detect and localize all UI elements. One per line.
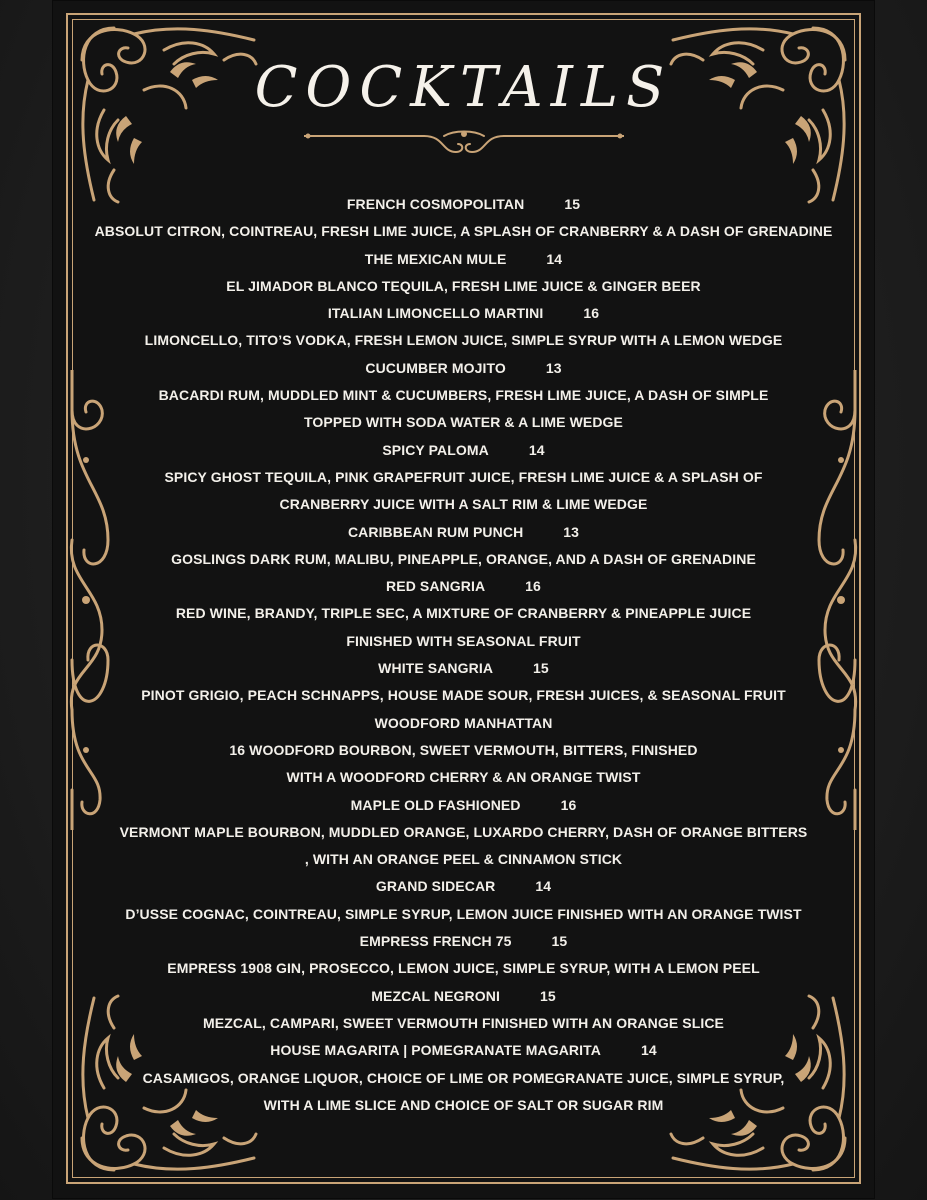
drink-description: FINISHED WITH SEASONAL FRUIT	[346, 632, 581, 649]
drink-name-line	[73, 1037, 854, 1064]
drink-price: 14	[535, 878, 552, 895]
drink-name-line	[73, 655, 854, 682]
drink-description: VERMONT MAPLE BOURBON, MUDDLED ORANGE, LUXARDO CHERRY, DASH OF ORANGE BITTERS	[119, 823, 808, 840]
drink-price: 15	[551, 933, 568, 950]
drink-list	[73, 191, 854, 1119]
drink-name-line	[73, 873, 854, 900]
drink-description: SPICY GHOST TEQUILA, PINK GRAPEFRUIT JUICE, FRESH LIME JUICE & A SPLASH OF	[164, 468, 763, 485]
drink-name-line	[73, 573, 854, 600]
drink-name-line	[73, 246, 854, 273]
drink-price: 14	[640, 1042, 657, 1059]
drink-description: WITH A WOODFORD CHERRY & AN ORANGE TWIST	[286, 769, 641, 786]
drink-name-line	[73, 519, 854, 546]
drink-price: 14	[546, 250, 563, 267]
drink-name: WHITE SANGRIA	[378, 660, 494, 677]
drink-name-line	[73, 710, 854, 737]
menu-title: COCKTAILS	[254, 55, 673, 120]
drink-price: 13	[563, 523, 580, 540]
drink-price: 15	[533, 660, 549, 677]
drink-description: MEZCAL, CAMPARI, SWEET VERMOUTH FINISHED WITH AN ORANGE SLICE	[203, 1014, 724, 1031]
drink-description: RED WINE, BRANDY, TRIPLE SEC, A MIXTURE OF CRANBERRY & PINEAPPLE JUICE	[175, 605, 752, 622]
drink-name: CUCUMBER MOJITO	[365, 359, 506, 376]
drink-price: 16	[525, 578, 541, 595]
drink-name-line	[73, 300, 854, 327]
drink-description: D’USSE COGNAC, COINTREAU, SIMPLE SYRUP, LEMON JUICE FINISHED WITH AN ORANGE TWIST	[125, 905, 802, 922]
drink-name: THE MEXICAN MULE	[364, 250, 507, 267]
drink-name-line	[73, 983, 854, 1010]
drink-description: PINOT GRIGIO, PEACH SCHNAPPS, HOUSE MADE SOUR, FRESH JUICES, & SEASONAL FRUIT	[141, 687, 786, 704]
drink-price: 15	[564, 196, 581, 212]
drink-name-line	[73, 191, 854, 218]
drink-name: MEZCAL NEGRONI	[371, 987, 500, 1004]
drink-name-line	[73, 928, 854, 955]
drink-description: ABSOLUT CITRON, COINTREAU, FRESH LIME JUICE, A SPLASH OF CRANBERRY & A DASH OF GRENADINE	[94, 223, 833, 240]
drink-name: EMPRESS FRENCH 75	[359, 933, 512, 950]
drink-description: EL JIMADOR BLANCO TEQUILA, FRESH LIME JUICE & GINGER BEER	[226, 277, 701, 294]
drink-description: , WITH AN ORANGE PEEL & CINNAMON STICK	[304, 851, 623, 868]
drink-description: GOSLINGS DARK RUM, MALIBU, PINEAPPLE, ORANGE, AND A DASH OF GRENADINE	[171, 550, 756, 567]
drink-description: 16 WOODFORD BOURBON, SWEET VERMOUTH, BITTERS, FINISHED	[229, 741, 698, 758]
title-divider-flourish-icon	[304, 126, 624, 160]
drink-description: BACARDI RUM, MUDDLED MINT & CUCUMBERS, FRESH LIME JUICE, A DASH OF SIMPLE	[158, 387, 769, 404]
drink-price: 14	[528, 441, 545, 458]
drink-description: WITH A LIME SLICE AND CHOICE OF SALT OR SUGAR RIM	[263, 1096, 664, 1113]
drink-name: CARIBBEAN RUM PUNCH	[347, 523, 524, 540]
drink-name: GRAND SIDECAR	[375, 878, 496, 895]
drink-name-line	[73, 792, 854, 819]
drink-description: EMPRESS 1908 GIN, PROSECCO, LEMON JUICE, SIMPLE SYRUP, WITH A LEMON PEEL	[167, 960, 760, 977]
drink-price: 16	[583, 305, 600, 322]
drink-name: HOUSE MAGARITA | POMEGRANATE MAGARITA	[270, 1042, 601, 1059]
drink-name: FRENCH COSMOPOLITAN	[346, 196, 525, 212]
drink-name: RED SANGRIA	[386, 578, 486, 595]
drink-price: 13	[545, 359, 562, 376]
drink-name-line	[73, 437, 854, 464]
drink-name: SPICY PALOMA	[382, 441, 489, 458]
drink-description: TOPPED WITH SODA WATER & A LIME WEDGE	[304, 414, 623, 431]
drink-price: 16	[560, 796, 577, 813]
drink-name: ITALIAN LIMONCELLO MARTINI	[327, 305, 544, 322]
drink-price: 15	[539, 987, 556, 1004]
drink-name: WOODFORD MANHATTAN	[374, 714, 553, 731]
drink-description: CASAMIGOS, ORANGE LIQUOR, CHOICE OF LIME OR POMEGRANATE JUICE, SIMPLE SYRUP,	[142, 1069, 785, 1086]
drink-description: LIMONCELLO, TITO’S VODKA, FRESH LEMON JUICE, SIMPLE SYRUP WITH A LEMON WEDGE	[144, 332, 783, 349]
drink-description: CRANBERRY JUICE WITH A SALT RIM & LIME WEDGE	[279, 496, 648, 513]
drink-name-line	[73, 355, 854, 382]
drink-name: MAPLE OLD FASHIONED	[350, 796, 521, 813]
